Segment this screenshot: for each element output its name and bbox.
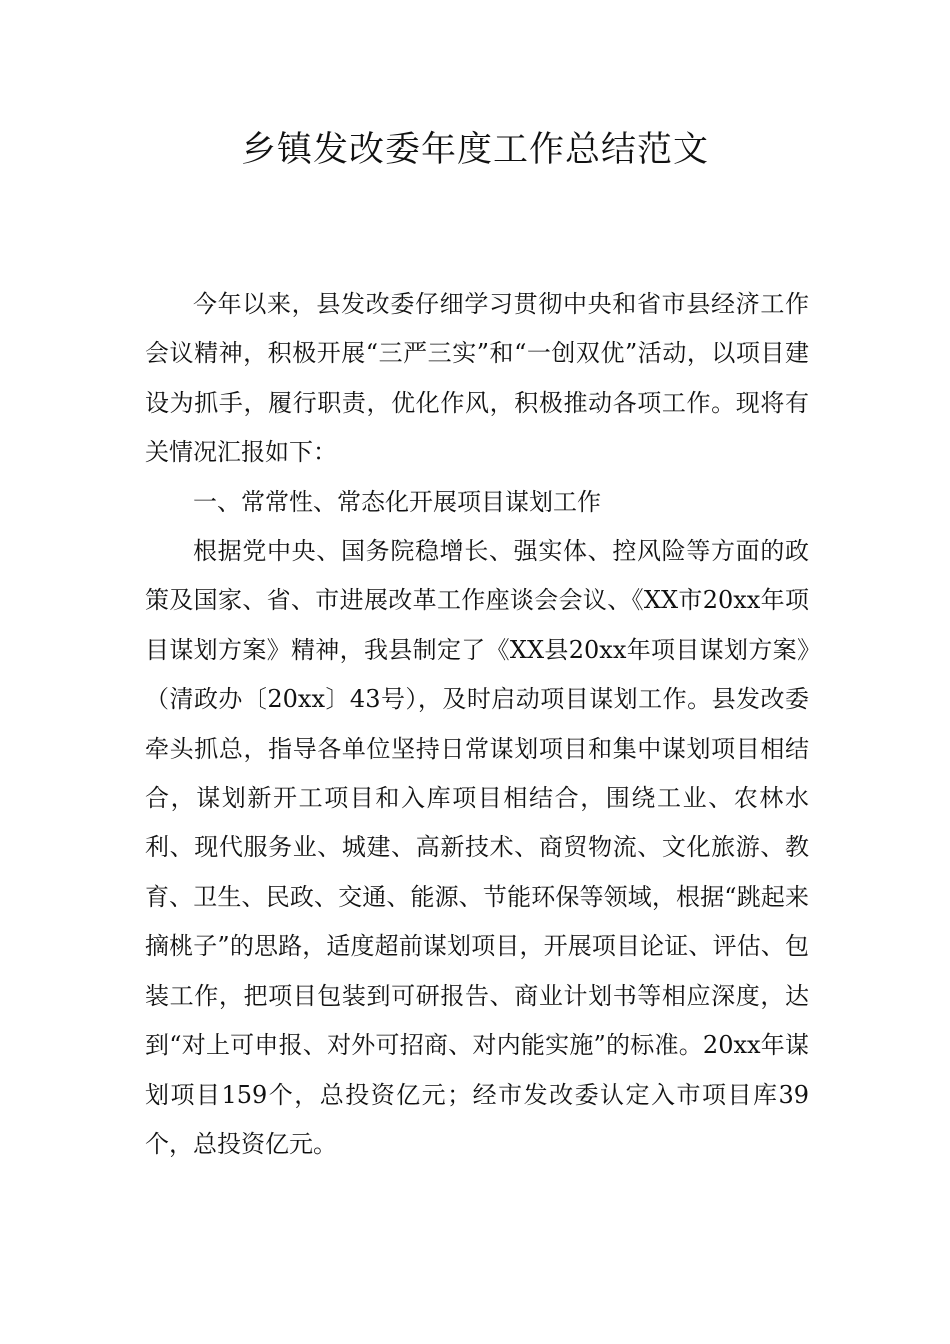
document-body bbox=[145, 280, 809, 1169]
section-heading: 一、常常性、常态化开展项目谋划工作 bbox=[193, 487, 601, 516]
intro-paragraph: 今年以来，县发改委仔细学习贯彻中央和省市县经济工作会议精神，积极开展“三严三实”和“一创双优”活动，以项目建设为抓手，履行职责，优化作风，积极推动各项工作。现将有关情况汇报如下： bbox=[145, 290, 809, 467]
section-paragraph: 根据党中央、国务院稳增长、强实体、控风险等方面的政策及国家、省、市进展改革工作座谈会会议、《XX市20xx年项目谋划方案》精神，我县制定了《XX县20xx年项目谋划方案》（清政办〔20xx〕43号），及时启动项目谋划工作。县发改委牵头抓总，指导各单位坚持日常谋划项目和集中谋划项目相结合，谋划新开工项目和入库项目相结合，围绕工业、农林水利、现代服务业、城建、高新技术、商贸物流、文化旅游、教育、卫生、民政、交通、能源、节能环保等领域，根据“跳起来摘桃子”的思路，适度超前谋划项目，开展项目论证、评估、包装工作，把项目包装到可研报告、商业计划书等相应深度，达到“对上可申报、对外可招商、对内能实施”的标准。20xx年谋划项目159个，总投资亿元；经市发改委认定入市项目库39个，总投资亿元。 bbox=[145, 537, 809, 1158]
document-title: 乡镇发改委年度工作总结范文 bbox=[240, 130, 709, 170]
